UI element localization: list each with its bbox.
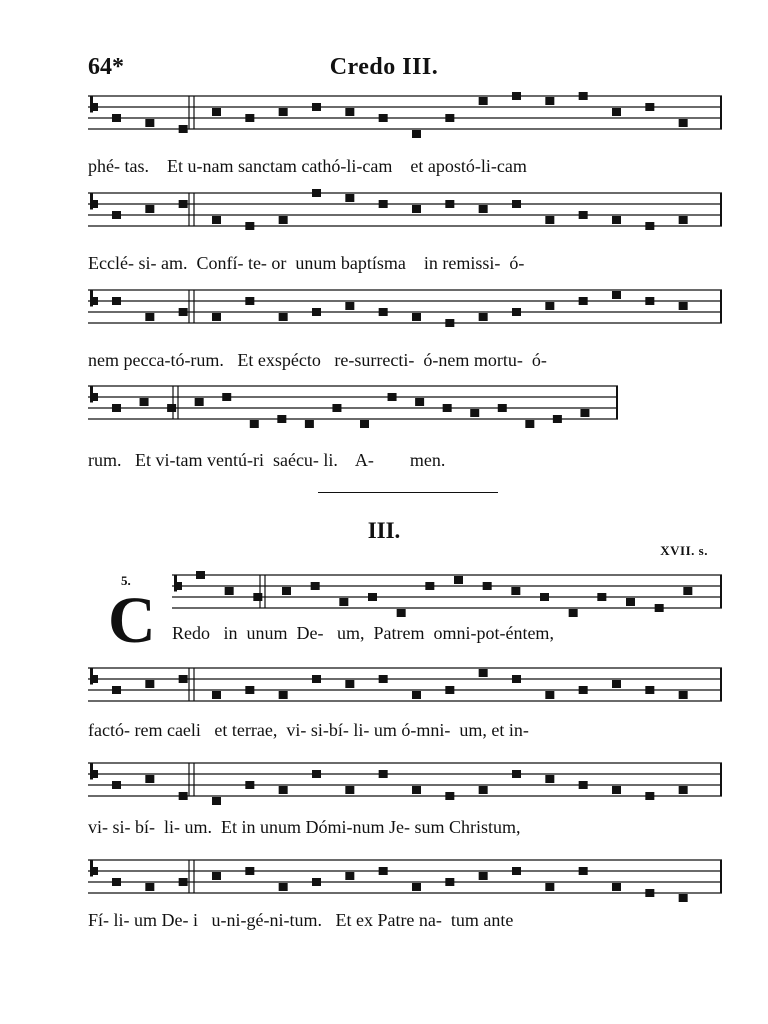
neume-punctum — [512, 867, 521, 875]
neume-punctum — [645, 686, 654, 694]
chant-system-6 — [88, 660, 722, 760]
neume-punctum — [412, 205, 421, 213]
neume-punctum — [312, 189, 321, 197]
neume-punctum — [179, 125, 188, 133]
staff-8 — [88, 852, 722, 912]
neume-punctum — [479, 313, 488, 321]
neume-punctum — [569, 609, 578, 617]
neume-punctum — [445, 114, 454, 122]
neume-punctum — [250, 420, 259, 428]
neume-punctum — [245, 222, 254, 230]
neume-punctum — [379, 675, 388, 683]
neume-punctum — [212, 216, 221, 224]
neume-punctum — [112, 878, 121, 886]
neume-punctum — [195, 398, 204, 406]
neume-punctum — [112, 211, 121, 219]
page-title: Credo III. — [329, 54, 439, 80]
neume-punctum — [140, 398, 149, 406]
neume-punctum — [412, 691, 421, 699]
neume-punctum — [279, 786, 288, 794]
lyric-line-4: rum. Et vi-tam ventú-ri saécu- li. A- men. — [88, 450, 446, 470]
neume-punctum — [345, 872, 354, 880]
neume-punctum — [379, 308, 388, 316]
neume-punctum — [145, 775, 154, 783]
neume-punctum — [498, 404, 507, 412]
neume-punctum — [626, 598, 635, 606]
clef-stem — [90, 763, 93, 780]
neume-punctum — [645, 792, 654, 800]
lyric-line-3: nem pecca-tó-rum. Et exspécto re-surrecti- ó-nem mortu- ó- — [88, 350, 547, 370]
neume-punctum — [379, 867, 388, 875]
neume-punctum — [645, 103, 654, 111]
neume-punctum — [679, 302, 688, 310]
drop-cap-initial: C — [108, 584, 156, 657]
neume-punctum — [579, 211, 588, 219]
neume-punctum — [645, 297, 654, 305]
neume-punctum — [443, 404, 452, 412]
chant-system-1 — [88, 88, 722, 188]
chant-system-7 — [88, 755, 722, 855]
neume-punctum — [245, 114, 254, 122]
neume-punctum — [312, 675, 321, 683]
neume-punctum — [279, 108, 288, 116]
neume-punctum — [277, 415, 286, 423]
neume-punctum — [345, 194, 354, 202]
neume-punctum — [445, 319, 454, 327]
neume-punctum — [245, 781, 254, 789]
neume-punctum — [579, 92, 588, 100]
neume-punctum — [512, 308, 521, 316]
neume-punctum — [145, 883, 154, 891]
clef-stem — [90, 386, 93, 403]
neume-punctum — [597, 593, 606, 601]
staff-2 — [88, 185, 722, 245]
section-divider — [318, 492, 498, 493]
neume-punctum — [397, 609, 406, 617]
neume-punctum — [312, 308, 321, 316]
neume-punctum — [540, 593, 549, 601]
neume-punctum — [445, 792, 454, 800]
neume-punctum — [112, 114, 121, 122]
neume-punctum — [145, 119, 154, 127]
neume-punctum — [112, 297, 121, 305]
neume-punctum — [655, 604, 664, 612]
neume-punctum — [445, 686, 454, 694]
neume-punctum — [179, 200, 188, 208]
neume-punctum — [332, 404, 341, 412]
neume-punctum — [545, 97, 554, 105]
neume-punctum — [679, 216, 688, 224]
neume-punctum — [345, 786, 354, 794]
neume-punctum — [579, 297, 588, 305]
neume-punctum — [479, 786, 488, 794]
neume-punctum — [245, 867, 254, 875]
neume-punctum — [379, 770, 388, 778]
chant-system-3 — [88, 282, 722, 382]
neume-punctum — [645, 889, 654, 897]
neume-punctum — [579, 867, 588, 875]
neume-punctum — [483, 582, 492, 590]
clef-stem — [90, 668, 93, 685]
chant-system-2 — [88, 185, 722, 285]
neume-punctum — [683, 587, 692, 595]
neume-punctum — [345, 302, 354, 310]
clef-stem — [90, 96, 93, 113]
neume-punctum — [679, 786, 688, 794]
neume-punctum — [612, 680, 621, 688]
chant-system-4 — [88, 378, 722, 478]
neume-punctum — [368, 593, 377, 601]
neume-punctum — [212, 313, 221, 321]
neume-punctum — [425, 582, 434, 590]
neume-punctum — [379, 114, 388, 122]
neume-punctum — [345, 108, 354, 116]
neume-punctum — [145, 680, 154, 688]
neume-punctum — [112, 686, 121, 694]
neume-punctum — [479, 97, 488, 105]
neume-punctum — [312, 878, 321, 886]
neume-punctum — [479, 669, 488, 677]
neume-punctum — [312, 770, 321, 778]
neume-punctum — [545, 775, 554, 783]
neume-punctum — [612, 108, 621, 116]
neume-punctum — [245, 297, 254, 305]
neume-punctum — [312, 103, 321, 111]
neume-punctum — [225, 587, 234, 595]
neume-punctum — [545, 883, 554, 891]
neume-punctum — [212, 108, 221, 116]
page-number: 64* — [88, 54, 124, 80]
neume-punctum — [212, 797, 221, 805]
staff-4 — [88, 378, 722, 438]
chant-system-8 — [88, 852, 722, 952]
neume-punctum — [112, 781, 121, 789]
neume-punctum — [545, 302, 554, 310]
staff-7 — [88, 755, 722, 815]
neume-punctum — [196, 571, 205, 579]
neume-punctum — [179, 878, 188, 886]
neume-punctum — [253, 593, 262, 601]
neume-punctum — [445, 878, 454, 886]
neume-punctum — [511, 587, 520, 595]
neume-punctum — [279, 216, 288, 224]
neume-punctum — [245, 686, 254, 694]
neume-punctum — [179, 308, 188, 316]
neume-punctum — [412, 786, 421, 794]
neume-punctum — [479, 205, 488, 213]
neume-punctum — [145, 313, 154, 321]
lyric-line-6: factó- rem caeli et terrae, vi- si-bí- li- um ó-mni- um, et in- — [88, 720, 529, 740]
neume-punctum — [553, 415, 562, 423]
staff-5 — [172, 567, 722, 627]
neume-punctum — [445, 200, 454, 208]
neume-punctum — [545, 216, 554, 224]
neume-punctum — [145, 205, 154, 213]
lyric-line-8: Fí- li- um De- i u-ni-gé-ni-tum. Et ex Patre na- tum ante — [88, 910, 514, 930]
neume-punctum — [512, 92, 521, 100]
neume-punctum — [412, 883, 421, 891]
neume-punctum — [360, 420, 369, 428]
neume-punctum — [305, 420, 314, 428]
neume-punctum — [612, 786, 621, 794]
neume-punctum — [282, 587, 291, 595]
staff-6 — [88, 660, 722, 720]
neume-punctum — [579, 781, 588, 789]
neume-punctum — [179, 792, 188, 800]
neume-punctum — [580, 409, 589, 417]
neume-punctum — [167, 404, 176, 412]
neume-punctum — [412, 313, 421, 321]
neume-punctum — [311, 582, 320, 590]
neume-punctum — [470, 409, 479, 417]
clef-stem — [90, 860, 93, 877]
staff-3 — [88, 282, 722, 342]
clef-stem — [174, 575, 177, 592]
neume-punctum — [379, 200, 388, 208]
neume-punctum — [612, 883, 621, 891]
neume-punctum — [415, 398, 424, 406]
lyric-line-5: Redo in unum De- um, Patrem omni-pot-éntem, — [172, 623, 554, 643]
neume-punctum — [545, 691, 554, 699]
neume-punctum — [679, 894, 688, 902]
neume-punctum — [345, 680, 354, 688]
section-title: III. — [367, 518, 401, 543]
chant-system-5 — [172, 567, 722, 667]
clef-stem — [90, 193, 93, 210]
lyric-line-1: phé- tas. Et u-nam sanctam cathó-li-cam et apostó-li-cam — [88, 156, 527, 176]
neume-punctum — [212, 872, 221, 880]
lyric-line-7: vi- si- bí- li- um. Et in unum Dómi-num Je- sum Christum, — [88, 817, 521, 837]
neume-punctum — [645, 222, 654, 230]
neume-punctum — [454, 576, 463, 584]
neume-punctum — [179, 675, 188, 683]
neume-punctum — [412, 130, 421, 138]
clef-stem — [90, 290, 93, 307]
neume-punctum — [679, 691, 688, 699]
neume-punctum — [279, 313, 288, 321]
mode-number: 5. — [121, 573, 131, 588]
lyric-line-2: Ecclé- si- am. Confí- te- or unum baptísma in remissi- ó- — [88, 253, 525, 273]
neume-punctum — [512, 200, 521, 208]
neume-punctum — [479, 872, 488, 880]
neume-punctum — [212, 691, 221, 699]
neume-punctum — [222, 393, 231, 401]
staff-1 — [88, 88, 722, 148]
neume-punctum — [112, 404, 121, 412]
neume-punctum — [388, 393, 397, 401]
neume-punctum — [525, 420, 534, 428]
neume-punctum — [512, 770, 521, 778]
century-label: XVII. s. — [660, 543, 708, 558]
neume-punctum — [339, 598, 348, 606]
neume-punctum — [279, 691, 288, 699]
neume-punctum — [612, 291, 621, 299]
neume-punctum — [579, 686, 588, 694]
neume-punctum — [612, 216, 621, 224]
neume-punctum — [279, 883, 288, 891]
neume-punctum — [512, 675, 521, 683]
neume-punctum — [679, 119, 688, 127]
